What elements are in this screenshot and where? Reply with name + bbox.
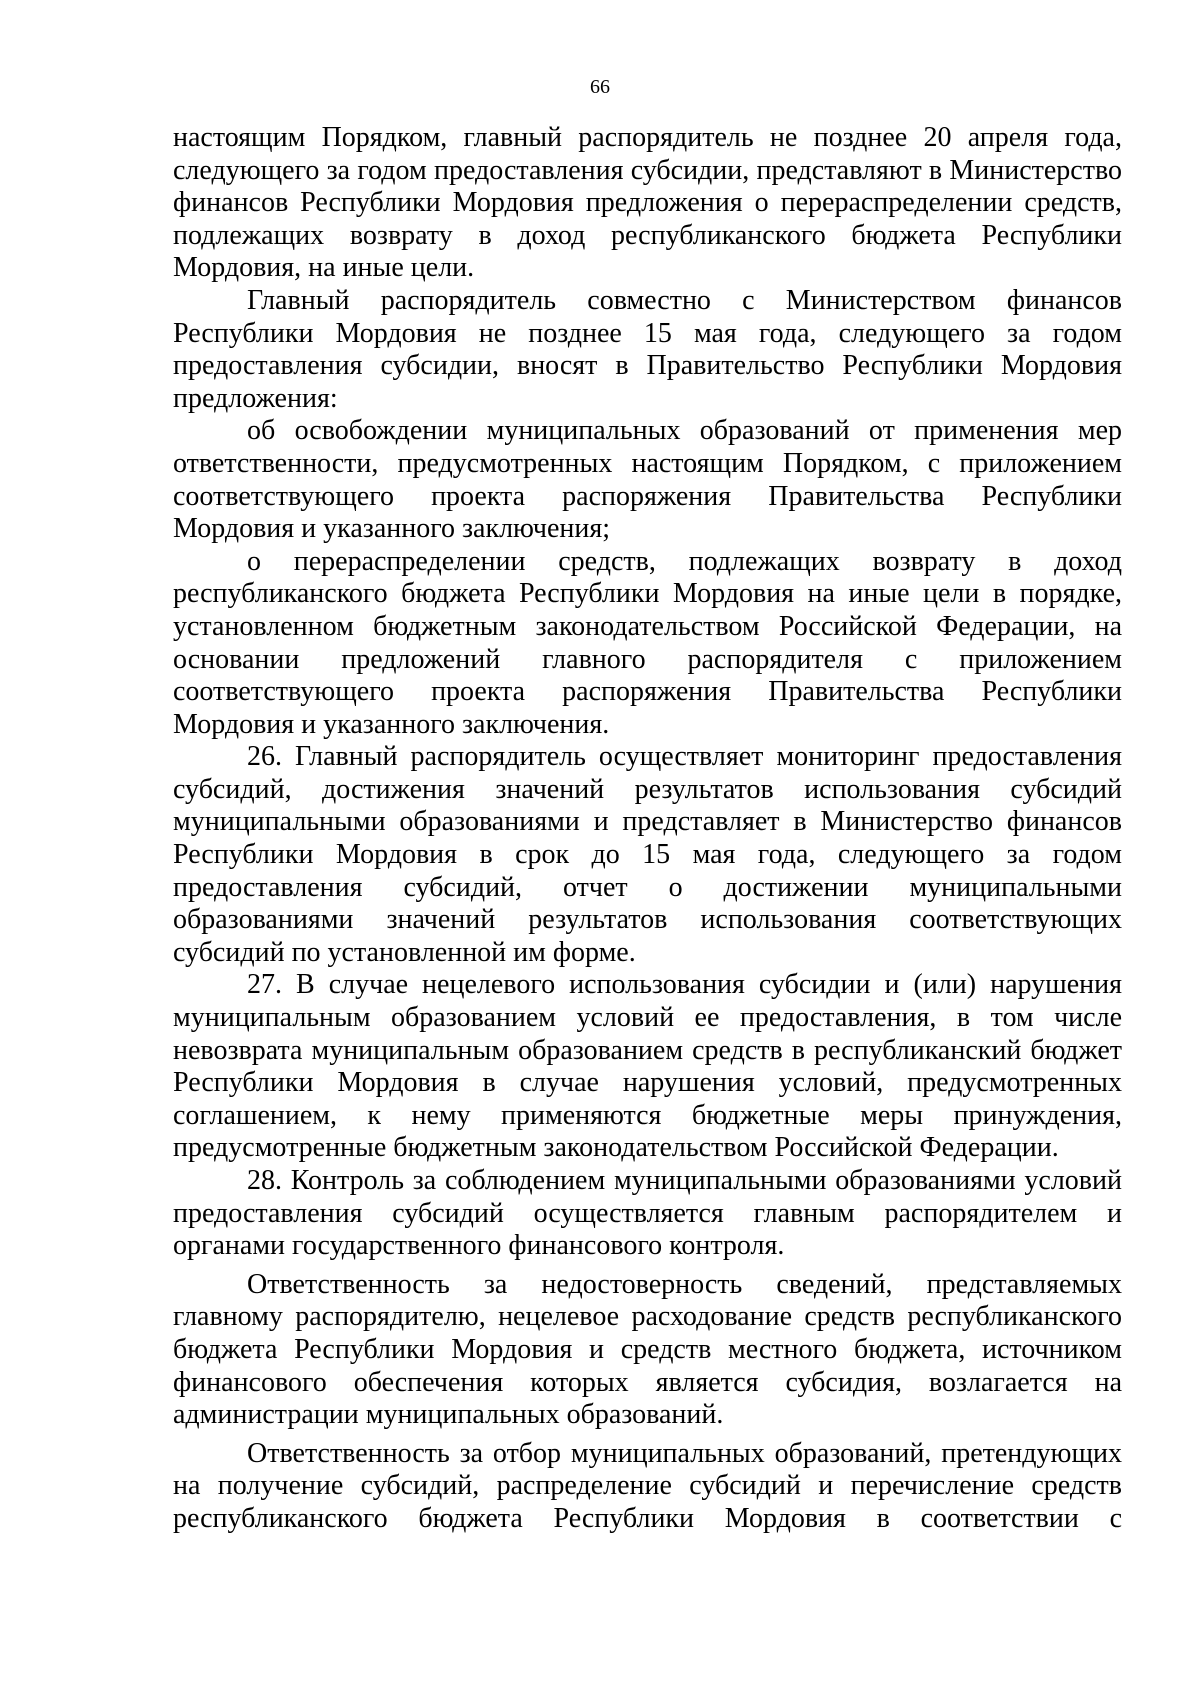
paragraph-responsibility-data: Ответственность за недостоверность сведений, представляемых главному распорядителю, нецелевое расходование средств республиканского бюджета Республики Мордовия и средств местного бюджета, источником финансового обеспечения которых является субсидия, возлагается на администрации муниципальных образований. [173, 1268, 1122, 1431]
paragraph-redistribution-proposal: о перераспределении средств, подлежащих возврату в доход республиканского бюджета Республики Мордовия на иные цели в порядке, установленном бюджетным законодательством Российской Федерации, на основании предложений главного распорядителя с приложением соответствующего проекта распоряжения Правительства Республики Мордовия и указанного заключения. [173, 545, 1122, 740]
paragraph-item-26: 26. Главный распорядитель осуществляет мониторинг предоставления субсидий, достижения значений результатов использования субсидий муниципальными образованиями и представляет в Министерство финансов Республики Мордовия в срок до 15 мая года, следующего за годом предоставления субсидий, отчет о достижении муниципальными образованиями значений результатов использования соответствующих субсидий по установленной им форме. [173, 741, 1122, 968]
paragraph-item-28: 28. Контроль за соблюдением муниципальными образованиями условий предоставления субсидий осуществляется главным распорядителем и органами государственного финансового контроля. [173, 1165, 1122, 1262]
paragraph-proposals-intro: Главный распорядитель совместно с Министерством финансов Республики Мордовия не позднее 15 мая года, следующего за годом предоставления субсидии, вносят в Правительство Республики Мордовия предложения: [173, 284, 1122, 414]
page-number: 66 [590, 76, 610, 98]
paragraph-item-27: 27. В случае нецелевого использования субсидии и (или) нарушения муниципальным образованием условий ее предоставления, в том числе невозврата муниципальным образованием средств в республиканский бюджет Республики Мордовия в случае нарушения условий, предусмотренных соглашением, к нему применяются бюджетные меры принуждения, предусмотренные бюджетным законодательством Российской Федерации. [173, 969, 1122, 1164]
paragraph-exemption-proposal: об освобождении муниципальных образований от применения мер ответственности, предусмотренных настоящим Порядком, с приложением соответствующего проекта распоряжения Правительства Республики Мордовия и указанного заключения; [173, 415, 1122, 545]
paragraph-continuation: настоящим Порядком, главный распорядитель не позднее 20 апреля года, следующего за годом предоставления субсидии, представляют в Министерство финансов Республики Мордовия предложения о перераспределении средств, подлежащих возврату в доход республиканского бюджета Республики Мордовия, на иные цели. [173, 122, 1122, 284]
document-body [173, 122, 1122, 1536]
paragraph-responsibility-selection: Ответственность за отбор муниципальных образований, претендующих на получение субсидий, распределение субсидий и перечисление средств республиканского бюджета Республики Мордовия в соответствии с [173, 1437, 1122, 1534]
